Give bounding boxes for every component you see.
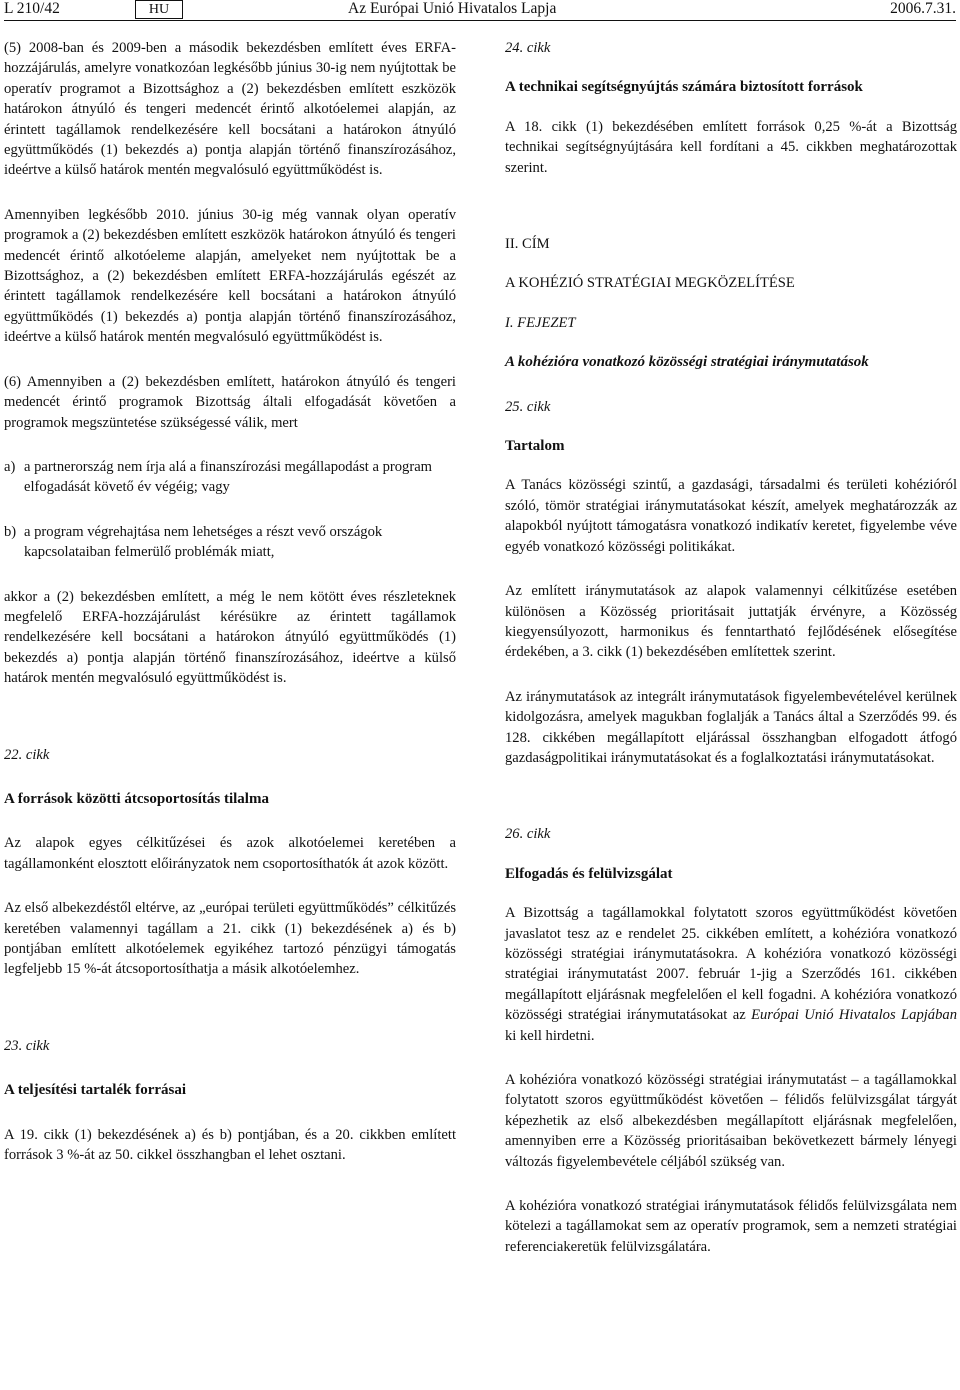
paragraph-5-sub: Amennyiben legkésőbb 2010. június 30-ig még vannak olyan operatív programok a (2) bekezdésben említett eszközök határokon átnyúló és tengeri medencét érintő alkotóeleme alapján, amelyeket nem nyújtottak be a Bizottsághoz, a (2) bekezdésben említett ERFA-hozzájárulás egészét az érintett tagállamok rendelkezésére kell bocsátani a határokon átnyúló együttműködés (1) bekezdés a) pontja alapján történő finanszírozásához, ideértve a külső határok mentén megvalósuló együttműködést is. — [4, 206, 456, 346]
publication-date: 2006.7.31. — [890, 0, 956, 17]
header-rule — [4, 20, 956, 21]
article-24-number: 24. cikk — [505, 40, 551, 56]
chapter-name: A kohézióra vonatkozó közösségi stratégiai iránymutatások — [505, 354, 869, 371]
article-22-title: A források közötti átcsoportosítás tilalma — [4, 790, 269, 807]
paragraph-6-conclusion: akkor a (2) bekezdésben említett, a még le nem kötött éves részleteknek megfelelő ERFA-hozzájárulást kérésükre az érintett tagállamok rendelkezésére kell bocsátani a határokon átnyúló együttműködés (1) bekezdés a) pontja alapján történő finanszírozásához, ideértve a külső határok mentén megvalósuló együttműködést is. — [4, 588, 456, 687]
article-24-paragraph-1: A 18. cikk (1) bekezdésében említett források 0,25 %-át a Bizottság technikai segítségnyújtására kell fordítani a 45. cikkben meghatározottak szerint. — [505, 118, 957, 176]
article-25-paragraph-2: Az említett iránymutatások az alapok valamennyi célkitűzése esetében különösen a Közösség prioritásait juttatják érvényre, a Közösség kiegyensúlyozott, harmonikus és fenntartható fejlődésének elősegítése érdekében, a 3. cikk (1) bekezdésében említettek szerint. — [505, 583, 957, 661]
page-number: L 210/42 — [4, 0, 60, 17]
journal-name: Az Európai Unió Hivatalos Lapja — [348, 0, 557, 17]
article-26-text-part: ki kell hirdetni. — [505, 1027, 595, 1044]
list-text: a program végrehajtása nem lehetséges a részt vevő országok kapcsolataiban felmerülő problémák miatt, — [24, 523, 383, 561]
article-26-number: 26. cikk — [505, 826, 551, 843]
article-26-title: Elfogadás és felülvizsgálat — [505, 865, 673, 882]
article-22-paragraph-2: Az első albekezdéstől eltérve, az „európai területi együttműködés” célkitűzés keretében valamennyi tagállam a 21. cikk (1) bekezdésének a) és b) pontjában említett alkotóelemek egyikéhez tartozó pénzügyi támogatás legfeljebb 15 %-át átcsoportosíthatja a másik alkotóelemhez. — [4, 900, 456, 978]
article-26-text-part: A Bizottság a tagállamokkal folytatott szoros együttműködést követően javaslatot tesz az e rendelet 25. cikkében említett, a kohézióra vonatkozó közösségi stratégiai iránymutatásokra. A kohézióra vonatkozó közösségi stratégiai iránymutatást 2007. február 1-jig a Szerződés 161. cikkében megállapított eljárásnak megfelelően el kell fogadni. A kohézióra vonatkozó közösségi stratégiai iránymutatásokat az — [505, 905, 957, 1024]
page-header — [4, 0, 956, 22]
list-item — [4, 522, 456, 563]
article-22-paragraph-1: Az alapok egyes célkitűzései és azok alkotóelemei keretében a tagállamonként elosztott előirányzatok nem csoportosíthatók át azok között. — [4, 835, 456, 872]
list-label: b) — [4, 523, 17, 540]
list-label: a) — [4, 458, 16, 475]
paragraph-6: (6) Amennyiben a (2) bekezdésben említett, határokon átnyúló és tengeri medencét érintő programok Bizottság általi elfogadását követően a programok megszüntetése szükségessé válik, mert — [4, 373, 456, 431]
article-25-paragraph-1: A Tanács közösségi szintű, a gazdasági, társadalmi és területi kohézióról szóló, tömör stratégiai iránymutatásokat készít, amelyek meghatározzák az alapokból nyújtott támogatásra vonatkozó indikatív keretet, figyelembe véve egyéb vonatkozó közösségi politikákat. — [505, 477, 957, 555]
language-code-box: HU — [135, 0, 183, 19]
article-23-paragraph-1: A 19. cikk (1) bekezdésének a) és b) pontjában, és a 20. cikkben említett források 3 %-át az 50. cikkel összhangban el lehet osztani. — [4, 1126, 456, 1164]
title-number: II. CÍM — [505, 236, 550, 253]
article-25-paragraph-3: Az iránymutatások az integrált iránymutatások figyelembevételével kerülnek kidolgozásra, amelyek magukban foglalják a Tanács által a Szerződés 99. és 128. cikkében megállapított eljárással összhangban elfogadott átfogó gazdaságpolitikai iránymutatásokat és a foglalkoztatási iránymutatásokat. — [505, 688, 957, 766]
article-23-number: 23. cikk — [4, 1037, 50, 1054]
article-26-paragraph-1 — [505, 903, 957, 1046]
article-26-paragraph-3: A kohézióra vonatkozó stratégiai iránymutatások félidős felülvizsgálata nem kötelezi a tagállamokat sem az operatív programok, sem a nemzeti stratégiai referenciakeretük felülvizsgálatára. — [505, 1198, 957, 1255]
article-26-paragraph-2: A kohézióra vonatkozó közösségi stratégiai iránymutatást – a tagállamokkal folytatott szoros együttműködést követően – félidős felülvizsgálat tárgyát képezhetik az első albekezdésben megállapított eljárásnak megfelelően, amennyiben erre a Közösség prioritásaiban bekövetkezett bármely lényegi változás figyelembevétele céljából szükség van. — [505, 1072, 957, 1170]
journal-reference: Európai Unió Hivatalos Lapjában — [751, 1007, 957, 1024]
title-name: A KOHÉZIÓ STRATÉGIAI MEGKÖZELÍTÉSE — [505, 275, 795, 292]
chapter-number: I. FEJEZET — [505, 314, 576, 331]
article-22-number: 22. cikk — [4, 746, 50, 763]
list-item — [4, 457, 456, 498]
article-23-title: A teljesítési tartalék forrásai — [4, 1082, 187, 1099]
paragraph-5: (5) 2008-ban és 2009-ben a második bekezdésben említett éves ERFA-hozzájárulás, amelyre vonatkozóan legkésőbb június 30-ig nem nyújtottak be operatív programot a Bizottsághoz a (2) bekezdésben említett eszközök határokon átnyúló és tengeri medencét érintő alkotóelemei alapján, az érintett tagállamok rendelkezésére kell bocsátani a határokon átnyúló együttműködés (1) bekezdés a) pontja alapján történő finanszírozásához, ideértve a külső határok mentén megvalósuló együttműködést is. — [4, 40, 456, 179]
article-24-title: A technikai segítségnyújtás számára biztosított források — [505, 79, 863, 96]
article-25-title: Tartalom — [505, 438, 565, 455]
left-column — [4, 38, 456, 1165]
article-25-number: 25. cikk — [505, 398, 551, 415]
list-text: a partnerország nem írja alá a finanszírozási megállapodást a program elfogadását követő év végéig; vagy — [24, 458, 433, 496]
right-column — [505, 38, 957, 1257]
